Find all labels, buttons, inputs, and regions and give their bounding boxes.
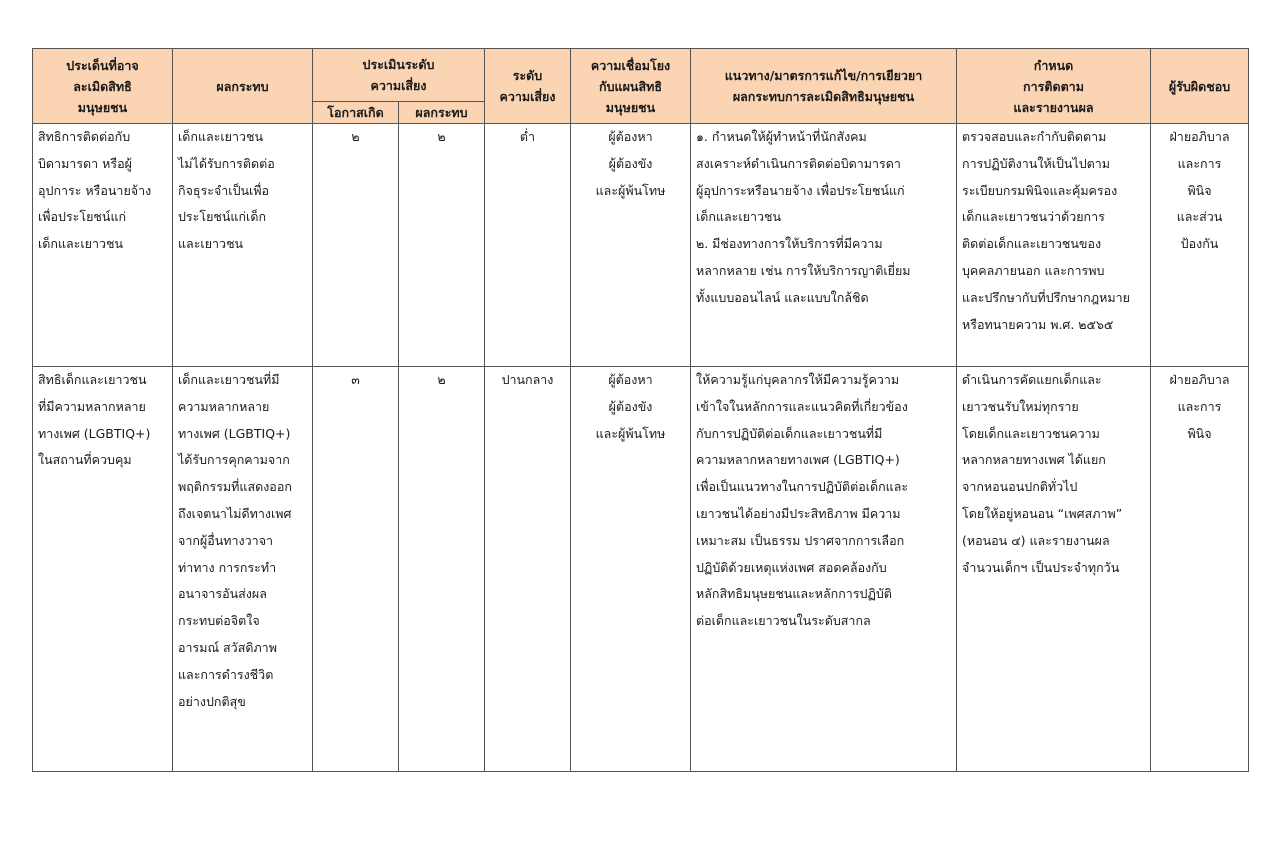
cell-responsible: ฝ่ายอภิบาล และการ พินิจ <box>1151 367 1249 772</box>
cell-risk-level: ปานกลาง <box>485 367 571 772</box>
header-likelihood: โอกาสเกิด <box>313 102 399 124</box>
header-assessment: ประเมินระดับ ความเสี่ยง <box>313 49 485 102</box>
cell-likelihood: ๓ <box>313 367 399 772</box>
header-plan-link: ความเชื่อมโยง กับแผนสิทธิ มนุษยชน <box>571 49 691 124</box>
cell-plan-link: ผู้ต้องหา ผู้ต้องขัง และผู้พ้นโทษ <box>571 124 691 367</box>
cell-risk-level: ต่ำ <box>485 124 571 367</box>
cell-impact: เด็กและเยาวชน ไม่ได้รับการติดต่อ กิจธุระจำเป็นเพื่อ ประโยชน์แก่เด็ก และเยาวชน <box>173 124 313 367</box>
header-responsible: ผู้รับผิดชอบ <box>1151 49 1249 124</box>
cell-responsible: ฝ่ายอภิบาล และการ พินิจ และส่วน ป้องกัน <box>1151 124 1249 367</box>
cell-monitoring: ตรวจสอบและกำกับติดตาม การปฏิบัติงานให้เป็นไปตาม ระเบียบกรมพินิจและคุ้มครอง เด็กและเยาวชนว่าด้วยการ ติดต่อเด็กและเยาวชนของ บุคคลภายนอก และการพบ และปรึกษากับที่ปรึกษากฎหมาย หรือทนายความ พ.ศ. ๒๕๖๕ <box>957 124 1151 367</box>
cell-monitoring: ดำเนินการคัดแยกเด็กและ เยาวชนรับใหม่ทุกราย โดยเด็กและเยาวชนความ หลากหลายทางเพศ ได้แยก จากหอนอนปกติทั่วไป โดยให้อยู่หอนอน “เพศสภาพ” (หอนอน ๔) และรายงานผล จำนวนเด็กฯ เป็นประจำทุกวัน <box>957 367 1151 772</box>
cell-severity: ๒ <box>399 367 485 772</box>
cell-plan-link: ผู้ต้องหา ผู้ต้องขัง และผู้พ้นโทษ <box>571 367 691 772</box>
header-impact: ผลกระทบ <box>173 49 313 124</box>
header-issue: ประเด็นที่อาจ ละเมิดสิทธิ มนุษยชน <box>33 49 173 124</box>
header-severity: ผลกระทบ <box>399 102 485 124</box>
header-remedy: แนวทาง/มาตรการแก้ไข/การเยียวยา ผลกระทบการละเมิดสิทธิมนุษยชน <box>691 49 957 124</box>
cell-issue: สิทธิเด็กและเยาวชน ที่มีความหลากหลาย ทางเพศ (LGBTIQ+) ในสถานที่ควบคุม <box>33 367 173 772</box>
cell-remedy: ให้ความรู้แก่บุคลากรให้มีความรู้ความ เข้าใจในหลักการและแนวคิดที่เกี่ยวข้อง กับการปฏิบัติต่อเด็กและเยาวชนที่มี ความหลากหลายทางเพศ (LGBTIQ+) เพื่อเป็นแนวทางในการปฏิบัติต่อเด็กและ เยาวชนได้อย่างมีประสิทธิภาพ มีความ เหมาะสม เป็นธรรม ปราศจากการเลือก ปฏิบัติด้วยเหตุแห่งเพศ สอดคล้องกับ หลักสิทธิมนุษยชนและหลักการปฏิบัติ ต่อเด็กและเยาวชนในระดับสากล <box>691 367 957 772</box>
header-monitoring: กำหนด การติดตาม และรายงานผล <box>957 49 1151 124</box>
cell-impact: เด็กและเยาวชนที่มี ความหลากหลาย ทางเพศ (LGBTIQ+) ได้รับการคุกคามจาก พฤติกรรมที่แสดงออก ถึงเจตนาไม่ดีทางเพศ จากผู้อื่นทางวาจา ท่าทาง การกระทำ อนาจารอันส่งผล กระทบต่อจิตใจ อารมณ์ สวัสดิภาพ และการดำรงชีวิต อย่างปกติสุข <box>173 367 313 772</box>
table-row <box>33 367 1249 772</box>
risk-assessment-table <box>32 48 1249 772</box>
cell-remedy: ๑. กำหนดให้ผู้ทำหน้าที่นักสังคม สงเคราะห์ดำเนินการติดต่อบิดามารดา ผู้อุปการะหรือนายจ้าง เพื่อประโยชน์แก่ เด็กและเยาวชน ๒. มีช่องทางการให้บริการที่มีความ หลากหลาย เช่น การให้บริการญาติเยี่ยม ทั้งแบบออนไลน์ และแบบใกล้ชิด <box>691 124 957 367</box>
cell-issue: สิทธิการติดต่อกับ บิดามารดา หรือผู้ อุปการะ หรือนายจ้าง เพื่อประโยชน์แก่ เด็กและเยาวชน <box>33 124 173 367</box>
cell-severity: ๒ <box>399 124 485 367</box>
table-row <box>33 124 1249 367</box>
header-risk-level: ระดับ ความเสี่ยง <box>485 49 571 124</box>
header-row <box>33 49 1249 102</box>
cell-likelihood: ๒ <box>313 124 399 367</box>
